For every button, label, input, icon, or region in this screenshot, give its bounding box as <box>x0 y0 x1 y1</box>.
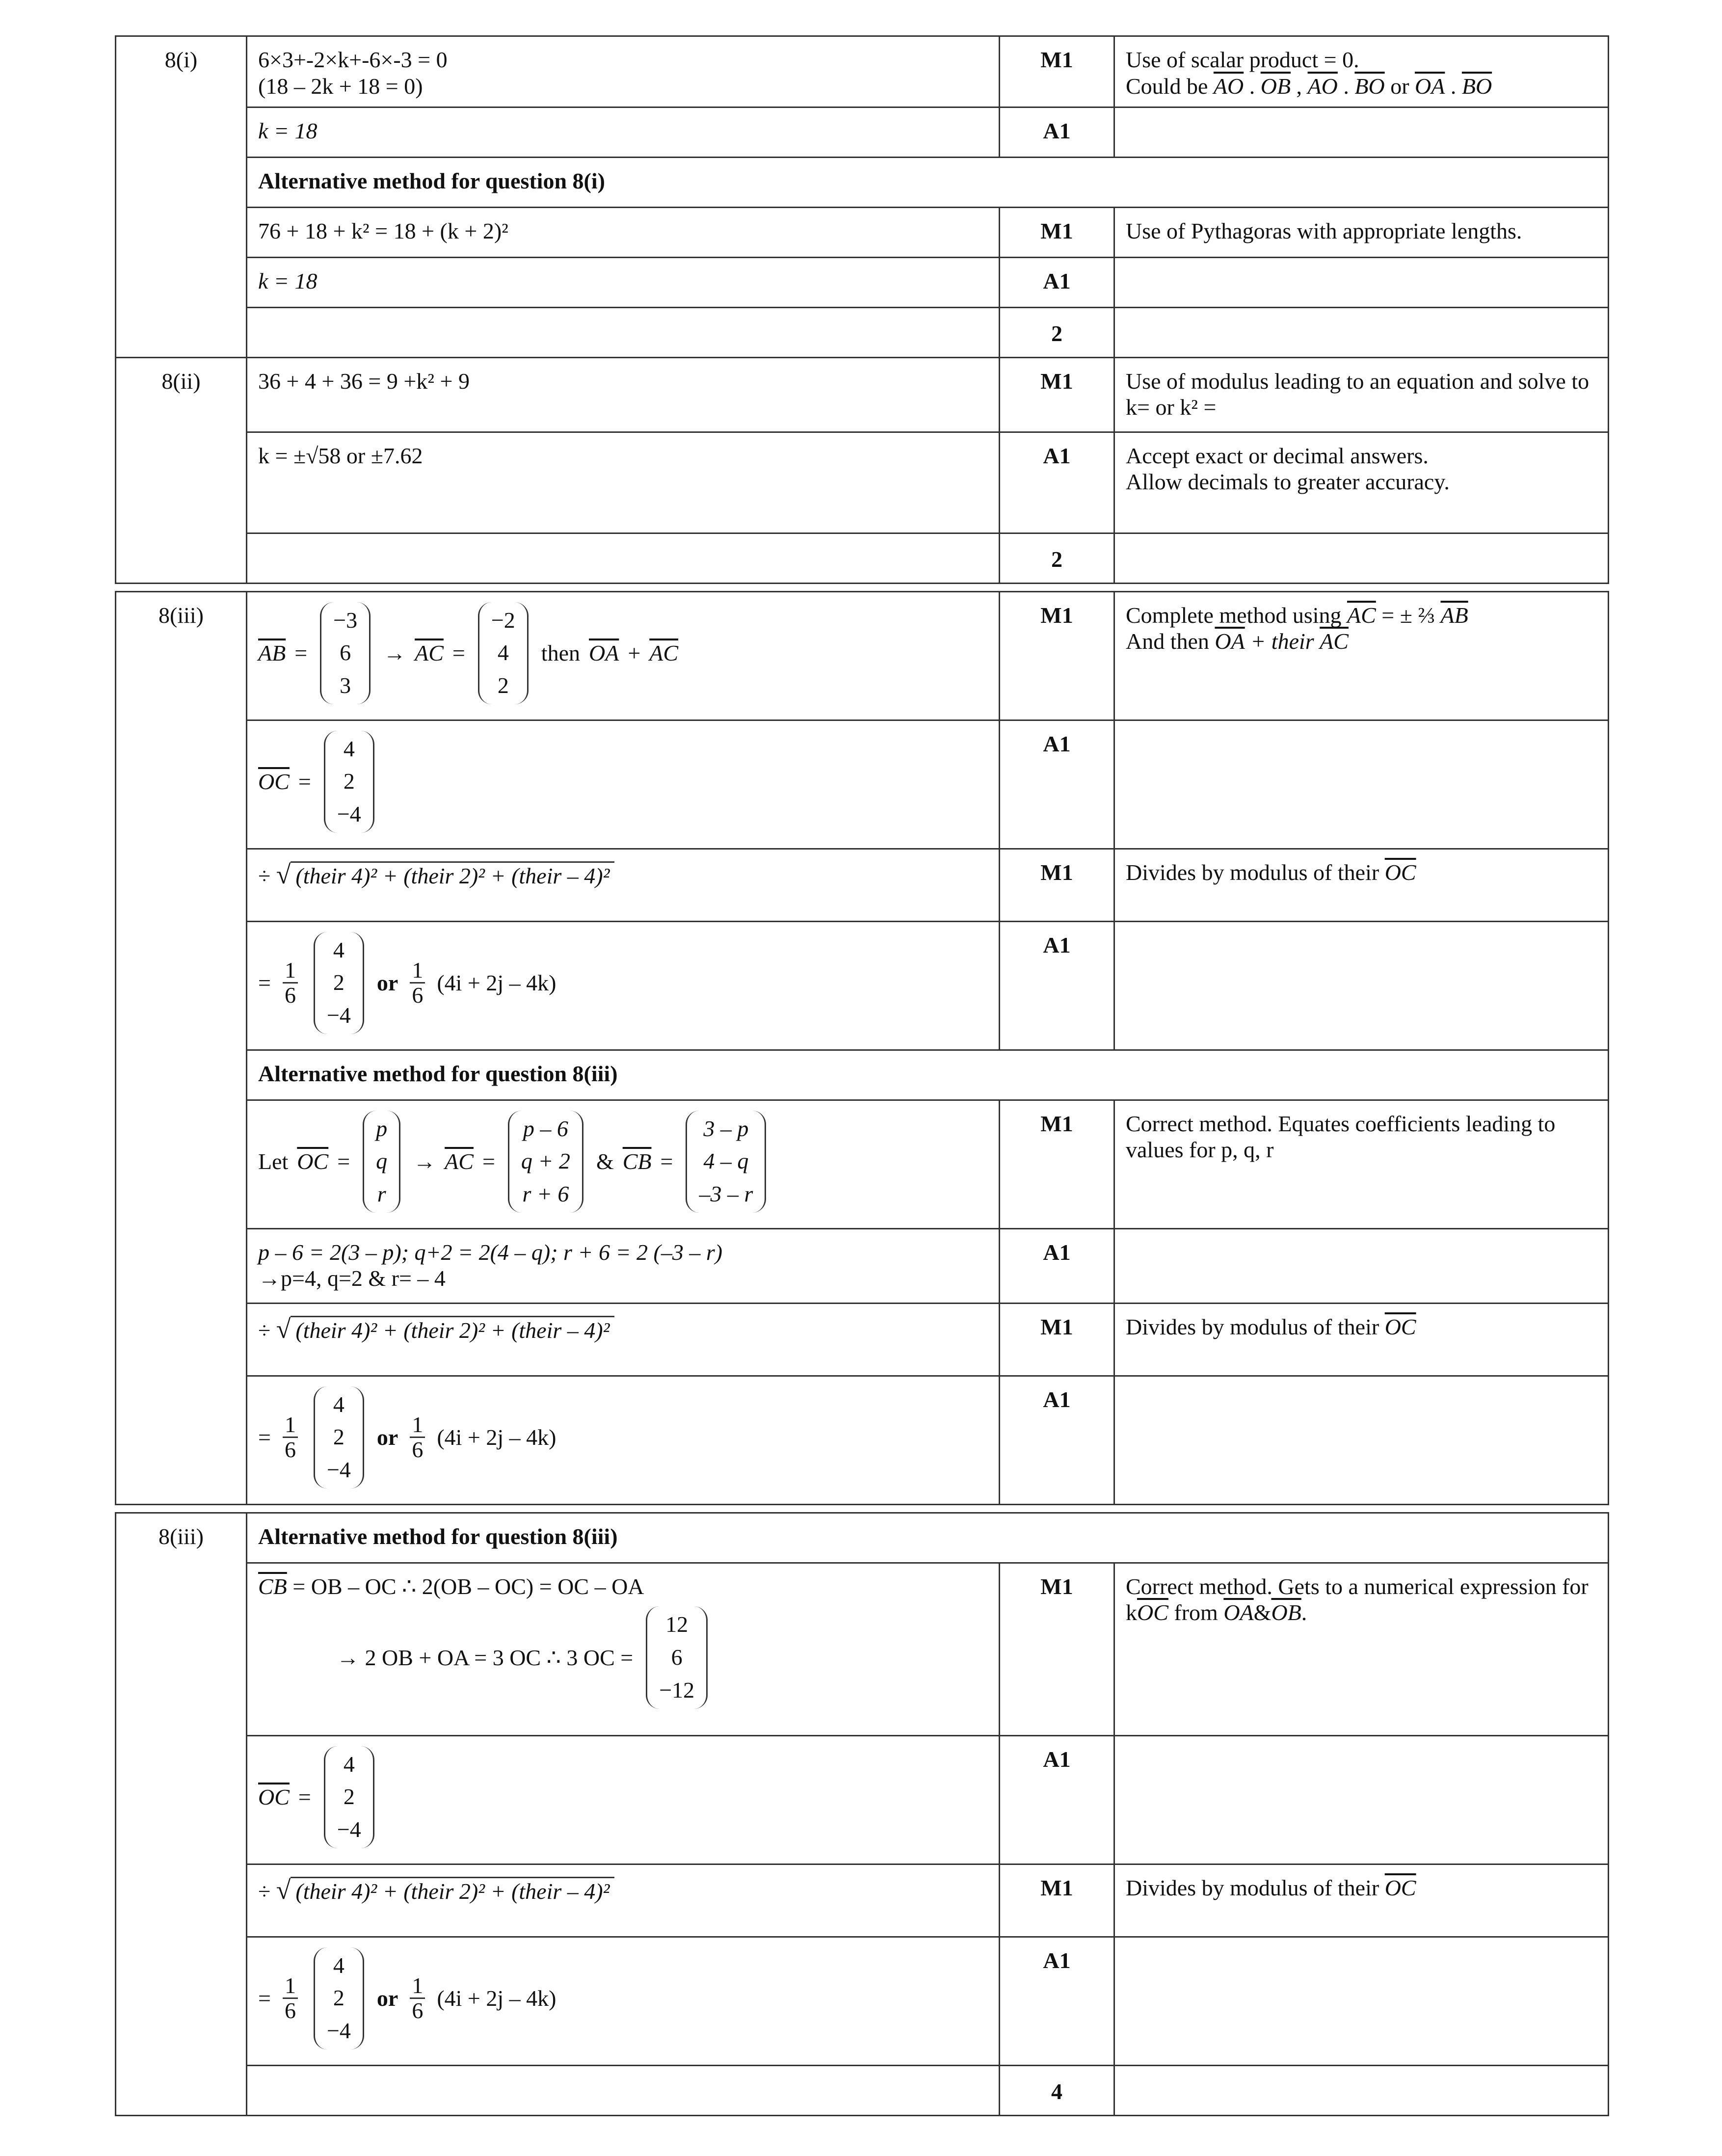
table-row <box>116 1513 1609 1563</box>
table-row <box>116 1100 1609 1228</box>
table-row <box>116 591 1609 720</box>
vector: $\overline{BO}$ <box>1461 73 1492 99</box>
vector: $\overline{AO}$ <box>1213 73 1244 99</box>
vector: $\overline{AC}$ <box>415 640 444 665</box>
column-vector: −2 4 2 <box>478 602 529 704</box>
text: + <box>628 640 641 665</box>
guidance-cell <box>1114 357 1609 432</box>
fraction: $\frac{1}{6}$ <box>283 1413 298 1462</box>
table-row <box>116 1376 1609 1504</box>
mark: A1 <box>1000 1937 1114 2065</box>
table-row <box>116 1563 1609 1735</box>
vector: $\overline{OA}$ <box>589 640 619 665</box>
guidance-line: Use of scalar product = 0. <box>1126 47 1359 72</box>
guidance-line: Could be $\overline{AO}$ . $\overline{OB}$ , $\overline{AO}$ . $\overline{BO}$ or $\overline{OA}$ . $\overline{BO}$ <box>1126 73 1492 99</box>
mark: M1 <box>1000 849 1114 921</box>
math-expression: = $\frac{1}{6}$ 4 2 −4 or $\frac{1}{6}$ (4i + 2j – 4k) <box>258 1386 988 1489</box>
column-vector: p q r <box>363 1111 400 1213</box>
mark: M1 <box>1000 1563 1114 1735</box>
table-row <box>116 107 1609 157</box>
math-expression: $\overline{OC}$ = 4 2 −4 <box>258 1746 988 1848</box>
answer-cell <box>247 921 1000 1050</box>
answer-cell <box>247 1100 1000 1228</box>
answer-cell <box>247 1563 1000 1735</box>
total-mark: 4 <box>1000 2065 1114 2115</box>
fraction: $\frac{1}{6}$ <box>283 958 298 1008</box>
column-vector: 4 2 −4 <box>324 731 374 833</box>
answer-cell <box>247 1228 1000 1303</box>
answer-line: →p=4, q=2 & r= – 4 <box>258 1266 446 1291</box>
table-row <box>116 432 1609 533</box>
table-row <box>116 1228 1609 1303</box>
total-mark: 2 <box>1000 307 1114 357</box>
guidance-line: k= or k² = <box>1126 395 1217 420</box>
answer-cell: 76 + 18 + k² = 18 + (k + 2)² <box>247 207 1000 257</box>
answer-cell <box>247 720 1000 849</box>
mark: M1 <box>1000 357 1114 432</box>
answer-cell <box>247 1376 1000 1504</box>
mark: A1 <box>1000 1376 1114 1504</box>
mark: A1 <box>1000 1228 1114 1303</box>
guidance-cell: Use of Pythagoras with appropriate lengths. <box>1114 207 1609 257</box>
alternative-heading: Alternative method for question 8(i) <box>247 157 1609 207</box>
guidance-cell <box>1114 432 1609 533</box>
guidance-cell <box>1114 1100 1609 1228</box>
answer-cell: ÷ √ (their 4)² + (their 2)² + (their – 4)² <box>247 1864 1000 1937</box>
mark: A1 <box>1000 921 1114 1050</box>
guidance-line: Correct method. Equates coefficients leading to <box>1126 1111 1556 1136</box>
mark-scheme-page <box>115 35 1608 2116</box>
text: Could be <box>1126 73 1208 99</box>
vector: $\overline{BO}$ <box>1354 73 1385 99</box>
column-vector: 4 2 −4 <box>324 1746 374 1848</box>
math-expression: $\overline{OC}$ = 4 2 −4 <box>258 731 988 833</box>
mark-scheme-table <box>115 35 1609 2116</box>
answer-cell <box>247 1735 1000 1864</box>
question-number: 8(iii) <box>116 591 247 720</box>
mark: M1 <box>1000 207 1114 257</box>
mark: M1 <box>1000 1303 1114 1376</box>
answer-cell <box>247 36 1000 107</box>
guidance-cell <box>1114 591 1609 720</box>
table-row <box>116 1303 1609 1376</box>
fraction: $\frac{1}{6}$ <box>410 1413 425 1462</box>
vector: $\overline{OB}$ <box>1260 73 1291 99</box>
text: = <box>294 640 308 665</box>
table-row <box>116 1937 1609 2065</box>
radical: (their 4)² + (their 2)² + (their – 4)² <box>291 861 614 889</box>
guidance-line: Use of modulus leading to an equation and solve to <box>1126 368 1590 394</box>
guidance-line: $k\overline{OC}$ from $\overline{OA}\&\overline{OB}$. <box>1126 1600 1307 1625</box>
vector: $\overline{OA}$ <box>1415 73 1445 99</box>
guidance-cell <box>1114 1563 1609 1735</box>
radical: (their 4)² + (their 2)² + (their – 4)² <box>291 1316 614 1344</box>
vector: $\overline{AO}$ <box>1307 73 1338 99</box>
fraction: $\frac{1}{6}$ <box>283 1974 298 2023</box>
question-number: 8(ii) <box>116 357 247 432</box>
answer-cell <box>247 591 1000 720</box>
math-expression: → 2 OB + OA = 3 OC ∴ 3 OC = 12 6 −12 <box>258 1606 988 1708</box>
question-number: 8(iii) <box>116 1513 247 1563</box>
table-row <box>116 1864 1609 1937</box>
answer-cell: k = ±√58 or ±7.62 <box>247 432 1000 533</box>
text: → <box>383 640 406 665</box>
guidance-line: values for p, q, r <box>1126 1137 1274 1163</box>
mark: A1 <box>1000 257 1114 307</box>
answer-cell: ÷ √ (their 4)² + (their 2)² + (their – 4)² <box>247 849 1000 921</box>
text: or <box>1390 73 1409 99</box>
guidance-line: Complete method using $\overline{AC}$ = ± ⅔ $\overline{AB}$ <box>1126 602 1468 628</box>
guidance-cell <box>1114 36 1609 107</box>
answer-cell: k = 18 <box>247 257 1000 307</box>
mark: M1 <box>1000 1100 1114 1228</box>
table-row <box>116 921 1609 1050</box>
vector: $\overline{AC}$ <box>649 640 679 665</box>
guidance-line: Accept exact or decimal answers. <box>1126 443 1429 468</box>
mark: A1 <box>1000 1735 1114 1864</box>
text: then <box>541 640 580 665</box>
table-row <box>116 257 1609 307</box>
guidance-cell: Divides by modulus of their $\overline{OC}$ <box>1114 1303 1609 1376</box>
table-row <box>116 1735 1609 1864</box>
radical: (their 4)² + (their 2)² + (their – 4)² <box>291 1877 614 1905</box>
answer-cell: k = 18 <box>247 107 1000 157</box>
table-row <box>116 2065 1609 2115</box>
guidance-line: Allow decimals to greater accuracy. <box>1126 469 1450 495</box>
table-row <box>116 357 1609 432</box>
answer-line: p – 6 = 2(3 – p); q+2 = 2(4 – q); r + 6 = 2 (–3 – r) <box>258 1239 723 1265</box>
column-vector: 4 2 −4 <box>314 1386 364 1489</box>
answer-cell <box>247 1937 1000 2065</box>
mark: M1 <box>1000 1864 1114 1937</box>
guidance-cell: Divides by modulus of their $\overline{OC}$ <box>1114 849 1609 921</box>
alternative-heading: Alternative method for question 8(iii) <box>247 1050 1609 1100</box>
math-expression: = $\frac{1}{6}$ 4 2 −4 or $\frac{1}{6}$ (4i + 2j – 4k) <box>258 932 988 1034</box>
column-vector: −3 6 3 <box>320 602 371 704</box>
column-vector: 4 2 −4 <box>314 932 364 1034</box>
answer-line: (18 – 2k + 18 = 0) <box>258 73 423 99</box>
answer-line: 6×3+-2×k+-6×-3 = 0 <box>258 47 448 72</box>
mark: M1 <box>1000 36 1114 107</box>
table-row <box>116 720 1609 849</box>
math-expression: = $\frac{1}{6}$ 4 2 −4 or $\frac{1}{6}$ (4i + 2j – 4k) <box>258 1947 988 2050</box>
table-row <box>116 36 1609 107</box>
table-row <box>116 1050 1609 1100</box>
table-row <box>116 307 1609 357</box>
guidance-cell: Divides by modulus of their $\overline{OC}$ <box>1114 1864 1609 1937</box>
math-expression: Let $\overline{OC}$ = p q r → $\overline{AC}$ = p – 6 q + 2 r + 6 & $\overline{CB}$ = 3 – p 4 – q –3 – r <box>258 1111 988 1213</box>
table-row <box>116 207 1609 257</box>
column-vector: p – 6 q + 2 r + 6 <box>508 1111 583 1213</box>
table-row <box>116 157 1609 207</box>
column-vector: 4 2 −4 <box>314 1947 364 2050</box>
total-mark: 2 <box>1000 533 1114 583</box>
mark: A1 <box>1000 720 1114 849</box>
mark: A1 <box>1000 107 1114 157</box>
alternative-heading: Alternative method for question 8(iii) <box>247 1513 1609 1563</box>
answer-line: $\overline{CB}$ = OB – OC ∴ 2(OB – OC) = OC – OA <box>258 1573 644 1599</box>
column-vector: 3 – p 4 – q –3 – r <box>686 1111 766 1213</box>
mark: A1 <box>1000 432 1114 533</box>
mark: M1 <box>1000 591 1114 720</box>
math-expression: $\overline{AB}$ = −3 6 3 → $\overline{AC}$ = −2 4 2 then $\overline{OA}$ + $\overline{AC}$ <box>258 602 988 704</box>
guidance-line: Correct method. Gets to a numerical expression for <box>1126 1573 1589 1599</box>
fraction: $\frac{1}{6}$ <box>410 1974 425 2023</box>
column-vector: 12 6 −12 <box>646 1606 708 1708</box>
guidance-line: And then $\overline{OA}$ + their $\overline{AC}$ <box>1126 629 1349 654</box>
answer-cell: 36 + 4 + 36 = 9 +k² + 9 <box>247 357 1000 432</box>
question-number: 8(i) <box>116 36 247 107</box>
answer-cell: ÷ √ (their 4)² + (their 2)² + (their – 4)² <box>247 1303 1000 1376</box>
table-row <box>116 533 1609 583</box>
table-row <box>116 849 1609 921</box>
vector: $\overline{AB}$ <box>258 640 286 665</box>
fraction: $\frac{1}{6}$ <box>410 958 425 1008</box>
